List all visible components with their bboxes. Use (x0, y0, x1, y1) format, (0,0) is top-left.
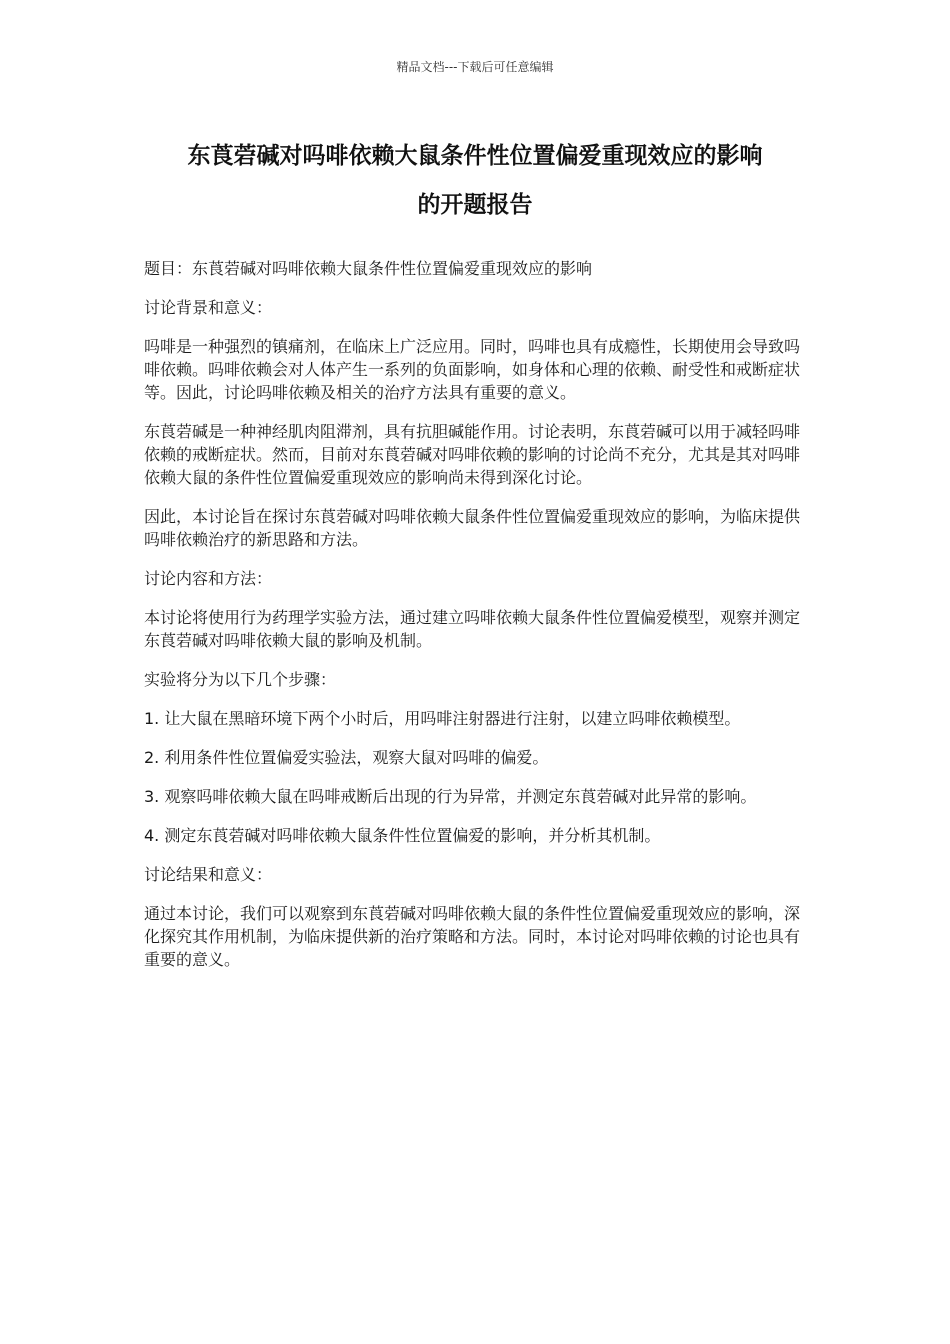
paragraph-methods: 本讨论将使用行为药理学实验方法，通过建立吗啡依赖大鼠条件性位置偏爱模型，观察并测定东莨菪碱对吗啡依赖大鼠的影响及机制。 (144, 608, 801, 650)
paragraph-results: 通过本讨论，我们可以观察到东莨菪碱对吗啡依赖大鼠的条件性位置偏爱重现效应的影响，深化探究其作用机制，为临床提供新的治疗策略和方法。同时，本讨论对吗啡依赖的讨论也具有重要的意义。 (144, 904, 801, 969)
paragraph-scopolamine-intro: 东莨菪碱是一种神经肌肉阻滞剂，具有抗胆碱能作用。讨论表明，东莨菪碱可以用于减轻吗啡依赖的戒断症状。然而，目前对东莨菪碱对吗啡依赖的影响的讨论尚不充分，尤其是其对吗啡依赖大鼠的条件性位置偏爱重现效应的影响尚未得到深化讨论。 (144, 422, 801, 487)
title-line-1: 东莨菪碱对吗啡依赖大鼠条件性位置偏爱重现效应的影响 (187, 143, 763, 169)
section-heading-results: 讨论结果和意义： (144, 865, 273, 884)
step-item-1: 1. 让大鼠在黑暗环境下两个小时后，用吗啡注射器进行注射，以建立吗啡依赖模型。 (144, 709, 741, 728)
document-body (144, 257, 806, 987)
document-title (145, 132, 805, 230)
step-item-2: 2. 利用条件性位置偏爱实验法，观察大鼠对吗啡的偏爱。 (144, 748, 549, 767)
steps-intro: 实验将分为以下几个步骤： (144, 670, 337, 689)
section-heading-background: 讨论背景和意义： (144, 298, 273, 317)
section-heading-methods: 讨论内容和方法： (144, 569, 273, 588)
page-header: 精品文档---下载后可任意编辑 (396, 60, 554, 74)
step-item-4: 4. 测定东莨菪碱对吗啡依赖大鼠条件性位置偏爱的影响，并分析其机制。 (144, 826, 661, 845)
step-item-3: 3. 观察吗啡依赖大鼠在吗啡戒断后出现的行为异常，并测定东莨菪碱对此异常的影响。 (144, 787, 757, 806)
topic-line: 题目：东莨菪碱对吗啡依赖大鼠条件性位置偏爱重现效应的影响 (144, 259, 593, 278)
title-line-2: 的开题报告 (417, 192, 533, 218)
paragraph-study-aim: 因此，本讨论旨在探讨东莨菪碱对吗啡依赖大鼠条件性位置偏爱重现效应的影响，为临床提供吗啡依赖治疗的新思路和方法。 (144, 507, 801, 549)
paragraph-morphine-intro: 吗啡是一种强烈的镇痛剂，在临床上广泛应用。同时，吗啡也具有成瘾性，长期使用会导致吗啡依赖。吗啡依赖会对人体产生一系列的负面影响，如身体和心理的依赖、耐受性和戒断症状等。因此，讨论吗啡依赖及相关的治疗方法具有重要的意义。 (144, 337, 801, 402)
